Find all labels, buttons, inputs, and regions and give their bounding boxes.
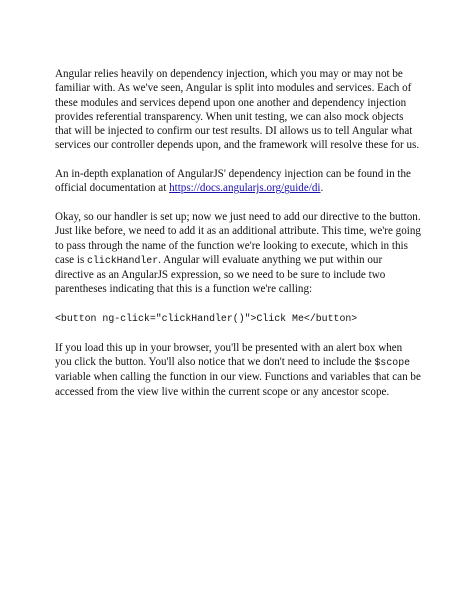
- inline-code: $scope: [374, 356, 411, 368]
- paragraph-text: Okay, so our handler is set up; now we just need to add our directive to the button. Just like before, we need to add it as an additional attribute. This time, we're going to pass through the name of the function we're looking to execute, which in this case is: [55, 210, 421, 266]
- paragraph-dependency-injection: [55, 67, 421, 153]
- paragraph-text: variable when calling the function in our view. Functions and variables that can be accessed from the view live within the current scope or any ancestor scope.: [55, 371, 421, 398]
- paragraph-documentation-link: [55, 167, 421, 196]
- code-block: [55, 311, 421, 326]
- docs-link[interactable]: https://docs.angularjs.org/guide/di: [169, 182, 321, 195]
- paragraph-text: Angular relies heavily on dependency injection, which you may or may not be familiar with. As we've seen, Angular is split into modules and services. Each of these modules and services depend upon one another and dependency injection provides referential transparency. When unit testing, we can also mock objects that will be injected to confirm our test results. DI allows us to tell Angular what services our controller depends upon, and the framework will resolve these for us.: [55, 68, 420, 152]
- paragraph-text: An in-depth explanation of AngularJS' dependency injection can be found in the official documentation at: [55, 168, 411, 195]
- paragraph-text: .: [320, 182, 324, 195]
- code-text: <button ng-click="clickHandler()">Click Me</button>: [55, 313, 358, 325]
- paragraph-handler-setup: [55, 210, 421, 297]
- paragraph-browser-alert: [55, 341, 421, 399]
- inline-code: clickHandler: [87, 254, 159, 266]
- paragraph-text: . Angular will evaluate anything we put within our directive as an AngularJS expression, so we need to be sure to include two parentheses indicating that this is a function we're calling:: [55, 253, 386, 296]
- document-body: [55, 67, 421, 413]
- paragraph-text: If you load this up in your browser, you'll be presented with an alert box when you click the button. You'll also notice that we don't need to include the: [55, 341, 403, 368]
